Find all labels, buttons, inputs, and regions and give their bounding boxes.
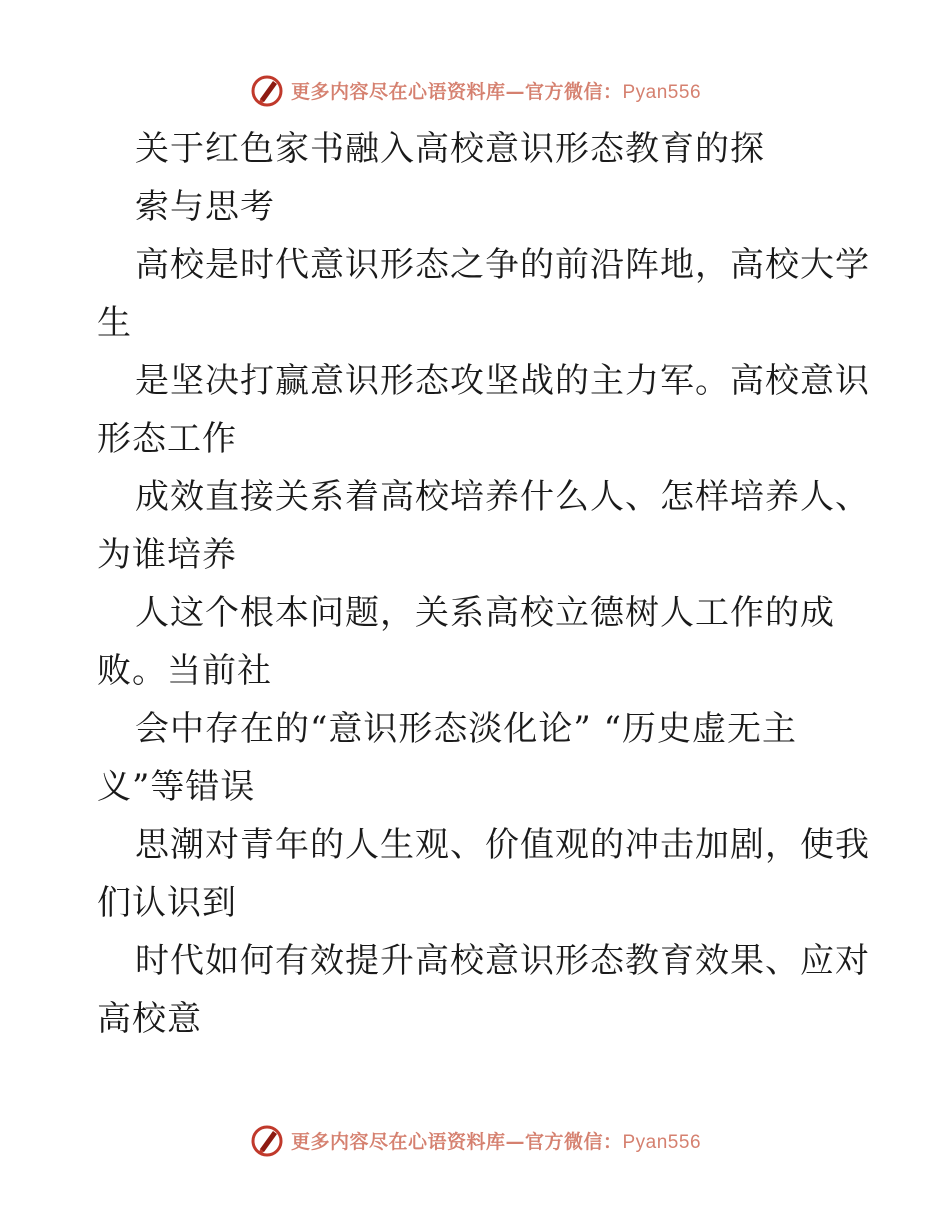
- paragraph-line: 形态工作: [97, 419, 237, 459]
- wechat-handle: Pyan556: [622, 1131, 702, 1153]
- header-watermark-banner: [0, 68, 950, 112]
- paragraph-line: 们认识到: [97, 883, 237, 923]
- wechat-handle: Pyan556: [622, 81, 702, 103]
- footer-watermark-banner: [0, 1118, 950, 1162]
- paragraph-line: 会中存在的“意识形态淡化论” “历史虚无主: [135, 709, 797, 749]
- paragraph-line: 义”等错误: [97, 767, 256, 807]
- paragraph-line: 败。当前社: [97, 651, 272, 691]
- title-line-1: 关于红色家书融入高校意识形态教育的探: [135, 129, 765, 169]
- paragraph-line: 生: [97, 303, 132, 343]
- paragraph-line: 高校意: [97, 999, 202, 1039]
- paragraph-line: 为谁培养: [97, 535, 237, 575]
- paragraph-line: 成效直接关系着高校培养什么人、怎样培养人、: [135, 477, 870, 517]
- watermark-text: 更多内容尽在心语资料库—官方微信：Pyan556: [290, 80, 702, 103]
- title-line-2: 索与思考: [135, 187, 275, 227]
- watermark-text: 更多内容尽在心语资料库—官方微信：Pyan556: [290, 1130, 702, 1153]
- paragraph-line: 是坚决打赢意识形态攻坚战的主力军。高校意识: [135, 361, 870, 401]
- paragraph-line: 人这个根本问题，关系高校立德树人工作的成: [135, 593, 835, 633]
- document-body: [97, 120, 877, 1048]
- paragraph-line: 思潮对青年的人生观、价值观的冲击加剧，使我: [135, 825, 870, 865]
- paragraph-line: 时代如何有效提升高校意识形态教育效果、应对: [135, 941, 870, 981]
- paragraph-line: 高校是时代意识形态之争的前沿阵地，高校大学: [135, 245, 870, 285]
- pen-circle-logo-icon: [249, 72, 285, 108]
- pen-circle-logo-icon: [249, 1122, 285, 1158]
